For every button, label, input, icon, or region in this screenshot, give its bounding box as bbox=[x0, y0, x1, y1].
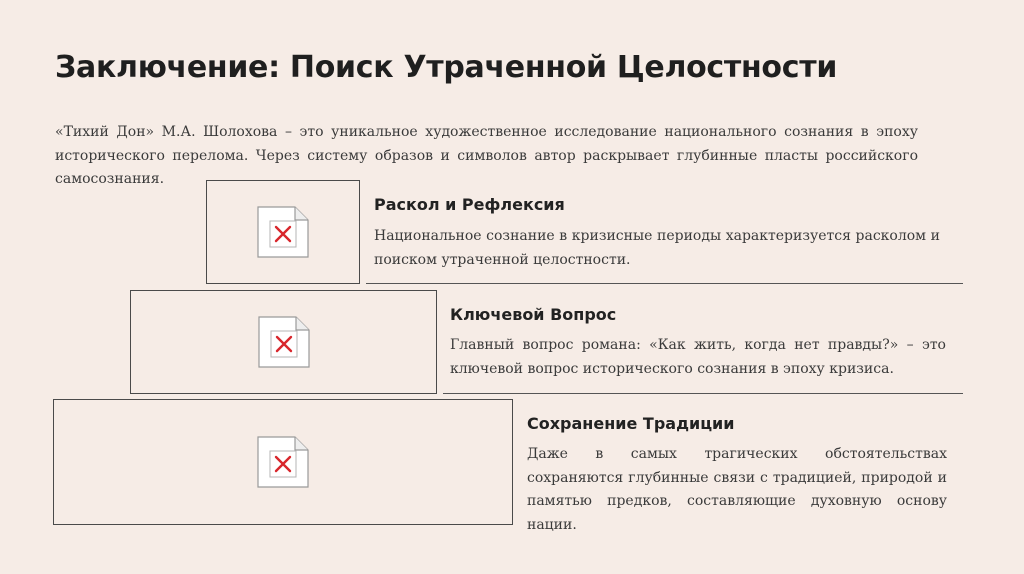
intro-paragraph: «Тихий Дон» М.А. Шолохова – это уникальное художественное исследование национального сознания в эпоху исторического перелома. Через систему образов и символов автор раскрывает глубинные пласты российского самосознания. bbox=[55, 124, 918, 187]
card-2-divider bbox=[443, 393, 963, 394]
card-3-heading: Сохранение Традиции bbox=[527, 414, 735, 433]
broken-image-icon bbox=[255, 434, 311, 490]
broken-image-icon bbox=[256, 314, 312, 370]
slide-title: Заключение: Поиск Утраченной Целостности bbox=[55, 50, 838, 85]
card-3-text: Даже в самых трагических обстоятельствах сохраняются глубинные связи с традицией, природой и памятью предков, составляющие духовную основу нации. bbox=[527, 446, 947, 533]
card-3-image-frame bbox=[53, 399, 513, 525]
card-1-heading: Раскол и Рефлексия bbox=[374, 195, 565, 214]
card-1-image-frame bbox=[206, 180, 360, 284]
card-1-text: Национальное сознание в кризисные периоды характеризуется расколом и поиском утраченной целостности. bbox=[374, 228, 940, 268]
card-1-divider bbox=[366, 283, 963, 284]
card-2-text: Главный вопрос романа: «Как жить, когда нет правды?» – это ключевой вопрос исторического сознания в эпоху кризиса. bbox=[450, 337, 946, 377]
card-2-image-frame bbox=[130, 290, 437, 394]
broken-image-icon bbox=[255, 204, 311, 260]
card-2-heading: Ключевой Вопрос bbox=[450, 305, 617, 324]
